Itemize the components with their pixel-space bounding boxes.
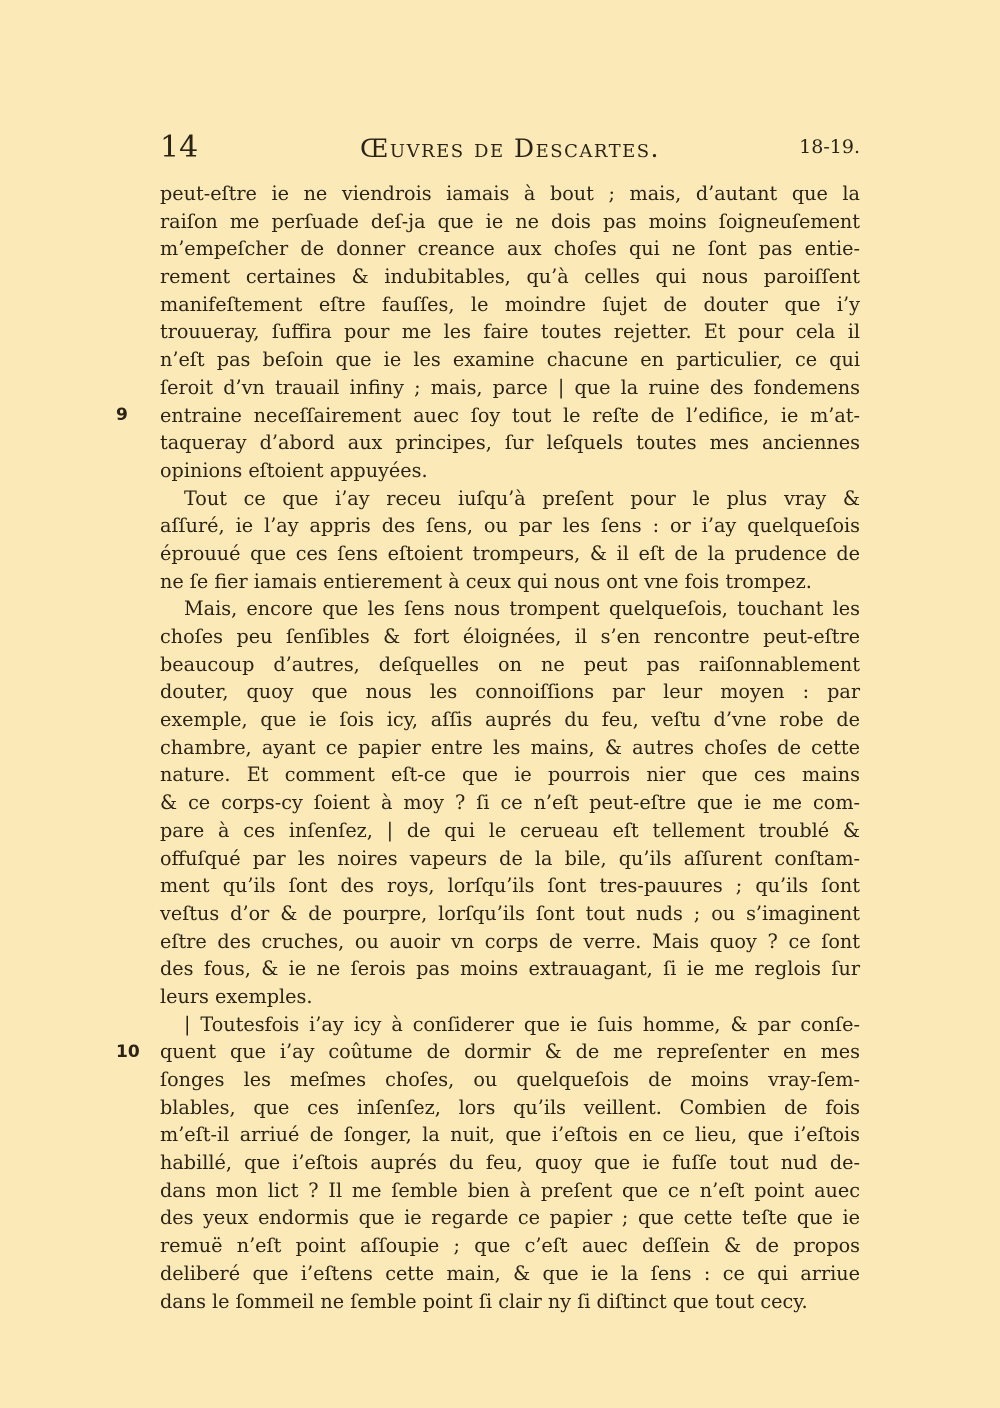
- text-line: peut-eſtre ie ne viendrois iamais à bout ; mais, d’autant que la: [160, 182, 860, 205]
- text-line: | Toutesfois i’ay icy à conſiderer que ie ſuis homme, & par conſe-: [184, 1012, 860, 1036]
- text-line: choſes peu ſenſibles & fort éloignées, il s’en rencontre peut-eſtre: [160, 625, 860, 648]
- text-line: rement certaines & indubitables, qu’à celles qui nous paroiſſent: [160, 265, 860, 289]
- text-line: habillé, que i’eſtois auprés du feu, quoy que ie fuſſe tout nud de-: [160, 1151, 860, 1175]
- text-line: douter, quoy que nous les connoiſſions par leur moyen : par: [160, 680, 860, 704]
- text-line: entraine neceſſairement auec ſoy tout le reſte de l’edifice, ie m’at-: [160, 403, 860, 427]
- text-line: raiſon me perſuade deſ-ja que ie ne dois pas moins ſoigneuſement: [160, 209, 860, 233]
- text-line: leurs exemples.: [160, 984, 313, 1008]
- text-line: m’empeſcher de donner creance aux choſes qui ne ſont pas entie-: [160, 237, 860, 261]
- text-line: des fous, & ie ne ſerois pas moins extrauagant, ſi ie me reglois ſur: [160, 957, 860, 981]
- text-line: Tout ce que i’ay receu iuſqu’à preſent pour le plus vray &: [184, 486, 860, 510]
- text-line: nature. Et comment eſt-ce que ie pourrois nier que ces mains: [160, 763, 860, 787]
- page-number: 14: [160, 130, 199, 165]
- text-line: quent que i’ay coûtume de dormir & de me repreſenter en mes: [160, 1040, 860, 1064]
- text-line: ment qu’ils ſont des roys, lorſqu’ils ſont tres-pauures ; qu’ils ſont: [160, 874, 860, 898]
- margin-page-marker: 10: [116, 1041, 140, 1062]
- text-line: offuſqué par les noires vapeurs de la bile, qu’ils aſſurent conſtam-: [160, 846, 860, 870]
- text-line: dans mon lict ? Il me ſemble bien à preſent que ce n’eſt point auec: [160, 1178, 860, 1202]
- original-page-range: 18-19.: [799, 136, 860, 158]
- body-text: [116, 180, 860, 1315]
- text-line: ſeroit d’vn trauail infiny ; mais, parce | que la ruine des fondemens: [160, 375, 860, 399]
- text-line: exemple, que ie ſois icy, aſſis auprés du feu, veſtu d’vne robe de: [160, 708, 860, 732]
- text-line: Mais, encore que les ſens nous trompent quelqueſois, touchant les: [184, 597, 860, 621]
- text-line: deliberé que i’eſtens cette main, & que ie la ſens : ce qui arriue: [160, 1261, 860, 1285]
- text-line: m’eſt-il arriué de ſonger, la nuit, que i’eſtois en ce lieu, que i’eſtois: [160, 1123, 860, 1147]
- text-line: dans le ſommeil ne ſemble point ſi clair ny ſi diſtinct que tout cecy.: [160, 1289, 808, 1313]
- text-line: opinions eſtoient appuyées.: [160, 458, 428, 482]
- page-header: [160, 130, 860, 170]
- text-line: eſtre des cruches, ou auoir vn corps de verre. Mais quoy ? ce ſont: [160, 929, 860, 953]
- text-line: ſonges les meſmes choſes, ou quelqueſois de moins vray-ſem-: [160, 1068, 860, 1091]
- text-line: n’eſt pas beſoin que ie les examine chacune en particulier, ce qui: [160, 348, 860, 372]
- text-line: remuë n’eſt point aſſoupie ; que c’eſt auec deſſein & de propos: [160, 1234, 860, 1258]
- text-line: & ce corps-cy ſoient à moy ? ſi ce n’eſt peut-eſtre que ie me com-: [160, 791, 860, 815]
- text-line: veſtus d’or & de pourpre, lorſqu’ils ſont tout nuds ; ou s’imaginent: [160, 901, 860, 925]
- text-line: beaucoup d’autres, deſquelles on ne peut pas raiſonnablement: [160, 652, 860, 676]
- running-title: Œuvres de Descartes.: [359, 134, 661, 163]
- text-line: aſſuré, ie l’ay appris des ſens, ou par les ſens : or i’ay quelqueſois: [160, 514, 860, 538]
- text-line: éprouué que ces ſens eſtoient trompeurs, & il eſt de la prudence de: [160, 541, 860, 565]
- text-line: pare à ces inſenſez, | de qui le cerueau eſt tellement troublé &: [160, 818, 860, 842]
- margin-page-marker: 9: [116, 404, 128, 425]
- text-line: manifeſtement eſtre fauſſes, le moindre ſujet de douter que i’y: [160, 292, 860, 316]
- text-line: trouueray, ſuffira pour me les faire toutes rejetter. Et pour cela il: [160, 320, 860, 344]
- text-line: blables, que ces inſenſez, lors qu’ils veillent. Combien de fois: [160, 1095, 860, 1119]
- text-line: chambre, ayant ce papier entre les mains, & autres choſes de cette: [160, 735, 860, 759]
- text-line: des yeux endormis que ie regarde ce papier ; que cette teſte que ie: [160, 1206, 860, 1230]
- text-line: ne ſe fier iamais entierement à ceux qui nous ont vne fois trompez.: [160, 569, 812, 593]
- text-line: taqueray d’abord aux principes, ſur leſquels toutes mes anciennes: [160, 431, 860, 455]
